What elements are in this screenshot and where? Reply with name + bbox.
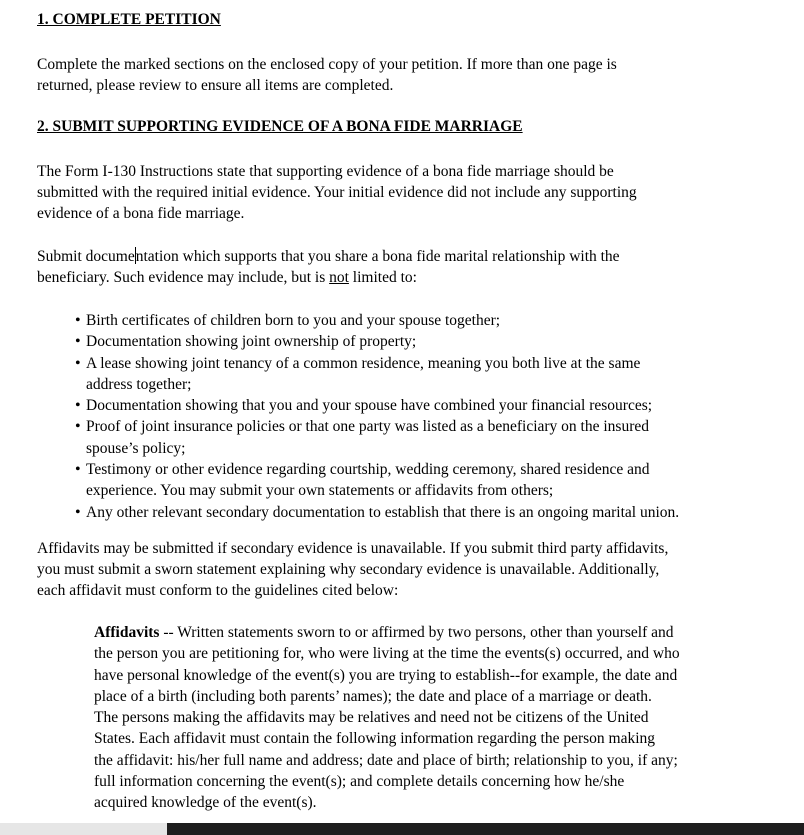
section-1-paragraph (37, 54, 737, 96)
list-item (75, 395, 745, 416)
bullet-icon: • (75, 354, 81, 372)
list-item-text: Documentation showing joint ownership of property; (86, 333, 417, 351)
text-line: have personal knowledge of the event(s) you are trying to establish--for example, the date and (94, 666, 678, 684)
bullet-icon: • (75, 397, 81, 415)
bullet-icon: • (75, 503, 81, 521)
bullet-icon: • (75, 312, 81, 329)
list-item (75, 416, 745, 459)
text-line (94, 622, 754, 643)
text-line: States. Each affidavit must contain the following information regarding the person making (94, 730, 656, 748)
text-fragment: ntation which supports that you share a bona fide marital relationship with the (135, 248, 620, 265)
list-item-text: Proof of joint insurance policies or that one party was listed as a beneficiary on the insured (86, 418, 650, 436)
list-item-text: spouse’s policy; (86, 439, 186, 457)
section-2-heading: 2. SUBMIT SUPPORTING EVIDENCE OF A BONA FIDE MARRIAGE (37, 118, 523, 135)
evidence-list (75, 310, 745, 523)
list-item-text: Any other relevant secondary documentation to establish that there is an ongoing marital union. (86, 503, 680, 521)
text-line: you must submit a sworn statement explaining why secondary evidence is unavailable. Additionally, (37, 561, 660, 578)
text-line: the person you are petitioning for, who were living at the time the events(s) occurred, and who (94, 645, 680, 663)
list-item (75, 310, 745, 331)
submit-paragraph (37, 246, 737, 288)
text-line: returned, please review to ensure all items are completed. (37, 77, 394, 94)
text-line: Complete the marked sections on the enclosed copy of your petition. If more than one page is (37, 56, 617, 73)
bullet-icon: • (75, 461, 81, 479)
text-line: Affidavits may be submitted if secondary evidence is unavailable. If you submit third party affidavits, (37, 540, 669, 557)
affidavit-intro-paragraph (37, 538, 737, 601)
text-line: evidence of a bona fide marriage. (37, 205, 245, 222)
bullet-icon: • (75, 418, 81, 436)
list-item-text: address together; (86, 375, 192, 393)
text-line: The persons making the affidavits may be relatives and need not be citizens of the United (94, 709, 649, 727)
text-fragment: -- Written statements sworn to or affirmed by two persons, other than yourself and (159, 624, 674, 641)
list-item (75, 331, 745, 352)
affidavits-term: Affidavits (94, 624, 160, 641)
list-item (75, 353, 745, 396)
list-item-text: A lease showing joint tenancy of a common residence, meaning you both live at the same (86, 354, 641, 372)
text-line: acquired knowledge of the event(s). (94, 794, 317, 812)
taskbar (167, 823, 804, 835)
text-line: each affidavit must conform to the guidelines cited below: (37, 582, 399, 599)
text-line: place of a birth (including both parents’ names); the date and place of a marriage or death. (94, 687, 652, 705)
affidavit-guideline (94, 622, 754, 814)
text-line (37, 267, 737, 288)
status-bar-left (0, 823, 167, 835)
text-line: full information concerning the event(s); and complete details concerning how he/she (94, 773, 625, 791)
text-line: submitted with the required initial evidence. Your initial evidence did not include any supporting (37, 184, 637, 201)
text-line (37, 246, 737, 267)
section-2-paragraph (37, 161, 737, 224)
emphasis-not: not (329, 269, 349, 286)
text-line: The Form I-130 Instructions state that supporting evidence of a bona fide marriage should be (37, 163, 614, 180)
section-1-heading: 1. COMPLETE PETITION (37, 11, 221, 28)
list-item-text: Birth certificates of children born to you and your spouse together; (86, 312, 501, 329)
text-fragment: Submit docume (37, 248, 135, 265)
text-line: the affidavit: his/her full name and address; date and place of birth; relationship to you, if any; (94, 751, 678, 769)
list-item-text: experience. You may submit your own statements or affidavits from others; (86, 482, 554, 500)
text-fragment: limited to: (348, 269, 417, 286)
list-item-text: Documentation showing that you and your spouse have combined your financial resources; (86, 397, 653, 415)
list-item (75, 459, 745, 502)
list-item-text: Testimony or other evidence regarding courtship, wedding ceremony, shared residence and (86, 461, 650, 479)
bullet-icon: • (75, 333, 81, 351)
list-item (75, 502, 745, 523)
text-fragment: beneficiary. Such evidence may include, but is (37, 269, 330, 286)
